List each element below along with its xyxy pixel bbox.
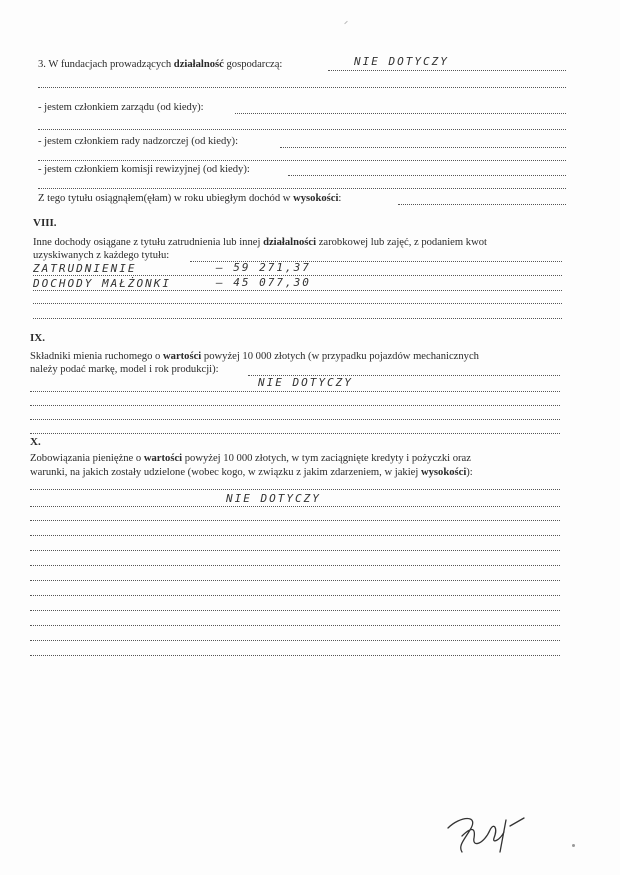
blank-line [38,87,566,88]
answer-line [328,70,566,71]
blank-line [30,565,560,566]
blank-line [30,419,560,420]
answer-line [288,175,566,176]
income-text: Z tego tytułu osiągnąłem(ęłam) w roku ubiegłym dochód w [38,193,294,204]
section-x-heading: X. [30,436,41,448]
answer-line [235,113,566,114]
viii-text: Inne dochody osiągane z tytułu zatrudnienia lub innej [33,237,264,248]
x-handwritten-value: NIE DOTYCZY [226,492,321,505]
foundations-line [38,58,282,71]
ix-text-post: powyżej 10 000 złotych (w przypadku pojazdów mechanicznych [201,351,479,362]
blank-line [30,520,560,521]
blank-line [30,610,560,611]
supervisory-board-label: - jestem członkiem rady nadzorczej (od kiedy): [38,136,239,147]
entry-line [30,391,560,392]
blank-line [33,318,562,319]
entry-line [30,506,560,507]
income-entry-amount: — 45 077,30 [216,276,311,289]
section-viii-line1 [33,236,487,249]
blank-line [30,640,560,641]
blank-line [38,129,566,130]
stray-mark [572,844,575,847]
section-viii-line2: uzyskiwanych z każdego tytułu: [33,250,170,261]
blank-line [30,655,560,656]
ix-bold: wartości [163,351,202,362]
blank-line [30,595,560,596]
section-ix-line1 [30,350,479,363]
board-member-label: - jestem członkiem zarządu (od kiedy): [38,102,204,113]
blank-line [30,625,560,626]
x-text: Zobowiązania pieniężne o [30,453,144,464]
section-x-line1 [30,452,471,465]
income-line [38,192,341,205]
blank-line [38,160,566,161]
blank-line [30,405,560,406]
foundations-handwritten-value: NIE DOTYCZY [354,55,449,68]
blank-line [30,433,560,434]
viii-bold: działalności [263,237,317,248]
income-entry-label: DOCHODY MAŁŻONKI [33,277,171,290]
x-text-post: powyżej 10 000 złotych, w tym zaciągnięte kredyty i pożyczki oraz [182,453,471,464]
blank-line [30,535,560,536]
income-entry-amount: — 59 271,37 [216,261,311,274]
entry-line [33,290,562,291]
foundations-text: 3. W fundacjach prowadzących [38,59,174,70]
income-entry-label: ZATRUDNIENIE [33,262,137,275]
x-bold2: wysokości [420,467,467,478]
blank-line [30,580,560,581]
blank-line [30,489,560,490]
income-bold: wysokości [293,193,339,204]
section-ix-heading: IX. [30,332,45,344]
viii-text-post: zarobkowej lub zajęć, z podaniem kwot [316,237,487,248]
blank-line [33,303,562,304]
foundations-bold: działalność [173,59,224,70]
answer-line [398,204,566,205]
audit-committee-label: - jestem członkiem komisji rewizyjnej (od kiedy): [38,164,250,175]
ix-text: Składniki mienia ruchomego o [30,351,163,362]
ix-handwritten-value: NIE DOTYCZY [258,376,353,389]
section-x-line2 [30,466,473,479]
section-viii-heading: VIII. [33,217,57,229]
income-text-post: : [338,193,342,204]
section-ix-line2: należy podać markę, model i rok produkcji): [30,364,219,375]
x-bold: wartości [143,453,183,464]
x-text2-post: ): [466,467,473,478]
blank-line [30,550,560,551]
x-text2: warunki, na jakich zostały udzielone (wobec kogo, w związku z jakim zdarzeniem, w jakiej [30,467,421,478]
handwritten-signature [440,808,530,858]
blank-line [38,188,566,189]
foundations-text-post: gospodarczą: [223,59,283,70]
stray-mark [344,21,348,25]
answer-line [280,147,566,148]
